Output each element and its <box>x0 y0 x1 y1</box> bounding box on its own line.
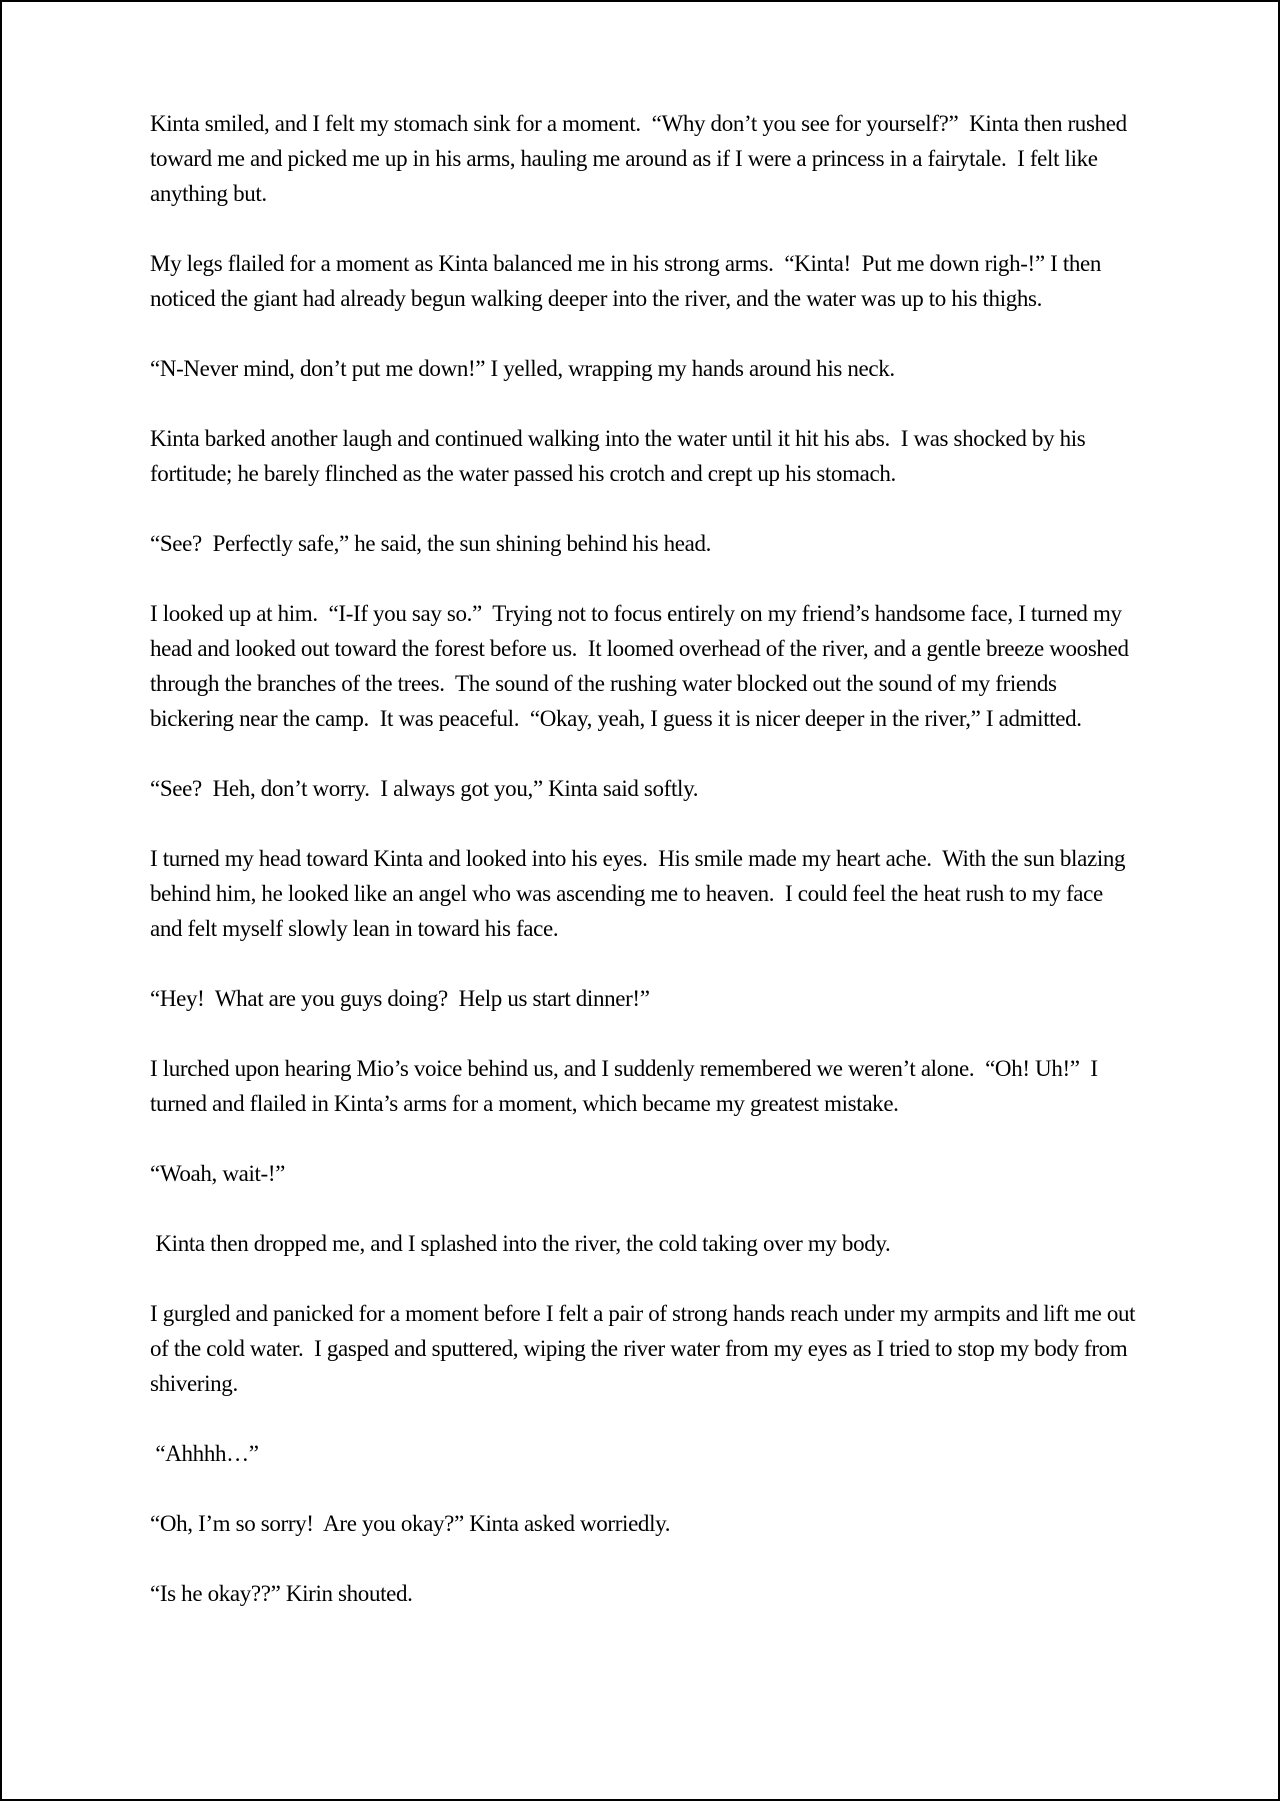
paragraph-11: “Woah, wait-!” <box>150 1161 286 1186</box>
paragraph-3: “N-Never mind, don’t put me down!” I yelled, wrapping my hands around his neck. <box>150 356 895 381</box>
paragraph-14: “Ahhhh…” <box>150 1441 259 1466</box>
paragraph-4: Kinta barked another laugh and continued walking into the water until it hit his abs. I was shocked by his fortitude; he barely flinched as the water passed his crotch and crept up his stomach. <box>150 426 1091 486</box>
paragraph-12: Kinta then dropped me, and I splashed into the river, the cold taking over my body. <box>150 1231 891 1256</box>
paragraph-5: “See? Perfectly safe,” he said, the sun shining behind his head. <box>150 531 712 556</box>
paragraph-16: “Is he okay??” Kirin shouted. <box>150 1581 413 1606</box>
paragraph-6: I looked up at him. “I-If you say so.” Trying not to focus entirely on my friend’s handsome face, I turned my head and looked out toward the forest before us. It loomed overhead of the river, and a gentle breeze wooshed through the branches of the trees. The sound of the rushing water blocked out the sound of my friends bickering near the camp. It was peaceful. “Okay, yeah, I guess it is nicer deeper in the river,” I admitted. <box>150 601 1134 731</box>
paragraph-1: Kinta smiled, and I felt my stomach sink for a moment. “Why don’t you see for yourself?” Kinta then rushed toward me and picked me up in his arms, hauling me around as if I were a princess in a fairytale. I felt like anything but. <box>150 111 1133 206</box>
paragraph-9: “Hey! What are you guys doing? Help us start dinner!” <box>150 986 650 1011</box>
paragraph-7: “See? Heh, don’t worry. I always got you,” Kinta said softly. <box>150 776 699 801</box>
paragraph-13: I gurgled and panicked for a moment before I felt a pair of strong hands reach under my armpits and lift me out of the cold water. I gasped and sputtered, wiping the river water from my eyes as I tried to stop my body from shivering. <box>150 1301 1141 1396</box>
paragraph-2: My legs flailed for a moment as Kinta balanced me in his strong arms. “Kinta! Put me down righ-!” I then noticed the giant had already begun walking deeper into the river, and the water was up to his thighs. <box>150 251 1107 311</box>
page-body <box>150 106 1140 1646</box>
paragraph-8: I turned my head toward Kinta and looked into his eyes. His smile made my heart ache. With the sun blazing behind him, he looked like an angel who was ascending me to heaven. I could feel the heat rush to my face and felt myself slowly lean in toward his face. <box>150 846 1131 941</box>
paragraph-15: “Oh, I’m so sorry! Are you okay?” Kinta asked worriedly. <box>150 1511 671 1536</box>
paragraph-10: I lurched upon hearing Mio’s voice behind us, and I suddenly remembered we weren’t alone. “Oh! Uh!” I turned and flailed in Kinta’s arms for a moment, which became my greatest mistake. <box>150 1056 1104 1116</box>
